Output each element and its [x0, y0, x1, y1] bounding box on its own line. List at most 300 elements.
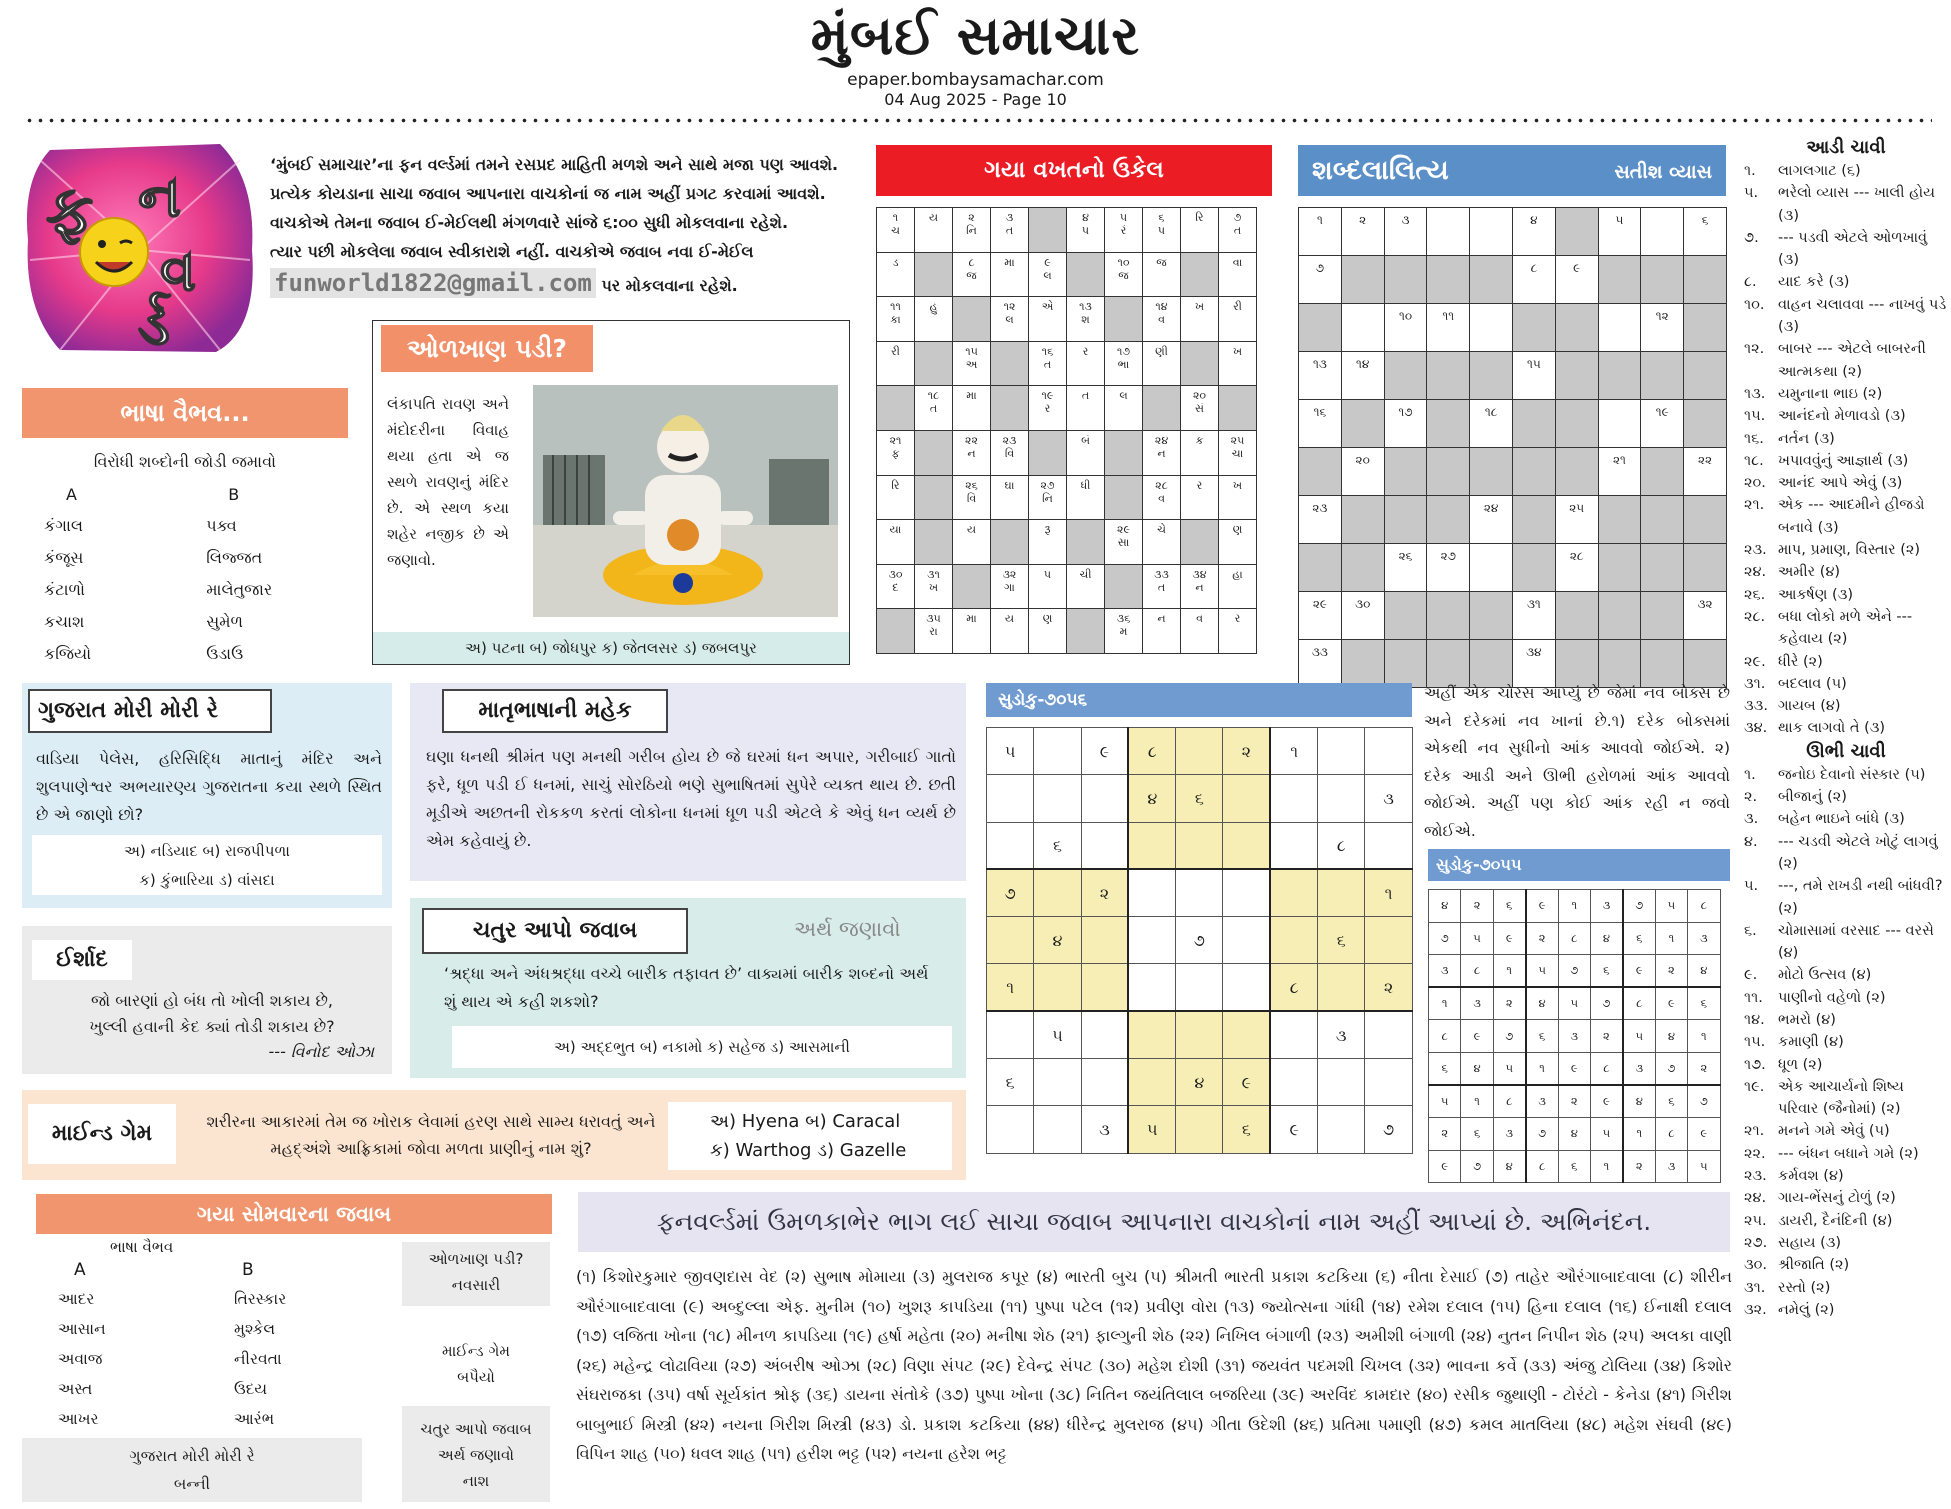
- solution-cell-number: ૪: [1082, 211, 1089, 224]
- sudoku-cell: ૭: [1365, 1106, 1412, 1153]
- sudoku2-cell: ૭: [1688, 1085, 1720, 1118]
- sudoku-cell[interactable]: [1318, 869, 1365, 916]
- crossword-cell[interactable]: ૭: [1299, 256, 1342, 304]
- solution-cell: [1029, 609, 1067, 654]
- clue-item: [1744, 875, 1948, 920]
- crossword-cell[interactable]: ૧૯: [1641, 400, 1684, 448]
- sudoku2-cell: ૬: [1526, 1020, 1558, 1053]
- solution-cell-number: ૧૫: [965, 344, 978, 358]
- sudoku-cell[interactable]: [1365, 1011, 1412, 1058]
- mind-game-box: [22, 1090, 966, 1180]
- sudoku-cell[interactable]: [1081, 775, 1128, 822]
- solution-cell-black: [1105, 430, 1143, 475]
- sudoku-cell[interactable]: [1176, 822, 1223, 869]
- sudoku2-cell: ૭: [1623, 890, 1655, 923]
- mind-game-options: [668, 1102, 952, 1170]
- sudoku-cell[interactable]: [987, 1011, 1034, 1058]
- crossword-cell-black: [1299, 304, 1342, 352]
- solution-cell: [1067, 208, 1105, 253]
- gujarat-title: ગુજરાત મોરી મોરી રે: [28, 689, 272, 733]
- solution-cell-letter: ભા: [1117, 357, 1130, 371]
- crossword-cell-black: [1684, 496, 1727, 544]
- solution-cell-letter: ચા: [1231, 446, 1244, 460]
- sudoku-cell[interactable]: [1318, 728, 1365, 775]
- crossword-cell-black: [1384, 352, 1427, 400]
- crossword-cell[interactable]: [1470, 304, 1513, 352]
- clue-text: ગાય-ભેંસનું ટોળું (૨): [1778, 1190, 1896, 1207]
- sudoku-cell[interactable]: [1270, 1011, 1317, 1058]
- sudoku-cell[interactable]: [1034, 869, 1081, 916]
- bhasha-table: [22, 478, 348, 670]
- sudoku-cell[interactable]: [1223, 822, 1270, 869]
- crossword-cell[interactable]: ૨૯: [1299, 592, 1342, 640]
- sudoku-cell[interactable]: [1034, 964, 1081, 1011]
- solution-cell: [1029, 252, 1067, 297]
- sudoku-grid: [986, 727, 1413, 1154]
- clue-number: ૨૦.: [1744, 475, 1766, 492]
- sudoku-cell[interactable]: [1318, 964, 1365, 1011]
- sudoku-cell[interactable]: [1081, 822, 1128, 869]
- solution-cell: [1143, 208, 1181, 253]
- sudoku-cell[interactable]: [1128, 964, 1175, 1011]
- bhasha-vaibhav: [22, 388, 348, 663]
- sudoku-cell[interactable]: [1128, 1011, 1175, 1058]
- crossword-cell-black: [1684, 304, 1727, 352]
- solution-cell-letter: અ: [965, 357, 978, 371]
- irshad-box: [22, 926, 392, 1074]
- crossword-cell-black: [1427, 592, 1470, 640]
- clue-number: ૧૭.: [1744, 1056, 1766, 1073]
- sudoku-cell[interactable]: [1034, 1106, 1081, 1153]
- crossword-cell[interactable]: ૧૫: [1512, 352, 1555, 400]
- solution-cell-letter: ન: [1157, 612, 1166, 626]
- sudoku-cell[interactable]: [1270, 869, 1317, 916]
- crossword-cell[interactable]: ૩૧: [1512, 592, 1555, 640]
- solution-cell: [915, 297, 953, 342]
- crossword-cell[interactable]: ૨૨: [1684, 448, 1727, 496]
- solution-cell-black: [915, 520, 953, 565]
- solution-cell: [991, 297, 1029, 342]
- clue-item: [1744, 920, 1948, 965]
- olakhan-question: લંકાપતિ રાવણ અને મંદોદરીના વિવાહ થયા હતા એ જ સ્થળે રાવણનું મંદિર છે. એ સ્થળ કયા શહેર નજીક છે એ જણાવો.: [387, 395, 509, 569]
- bhasha-col-b: B: [228, 484, 240, 504]
- sudoku2-cell: ૪: [1526, 987, 1558, 1020]
- ravan-temple-photo: [533, 385, 838, 617]
- crossword-cell[interactable]: ૩૩: [1299, 640, 1342, 688]
- crossword-cell-black: [1427, 496, 1470, 544]
- sudoku-cell[interactable]: [1270, 917, 1317, 964]
- solution-cell: [1143, 297, 1181, 342]
- sudoku2-cell: ૯: [1688, 1118, 1720, 1151]
- solution-cell-number: ૨૧: [889, 433, 902, 447]
- solution-cell: [953, 252, 991, 297]
- crossword-cell[interactable]: ૮: [1512, 256, 1555, 304]
- sudoku2-cell: ૩: [1590, 890, 1622, 923]
- sudoku2-cell: ૪: [1493, 1150, 1525, 1183]
- solution-cell-black: [1067, 252, 1105, 297]
- sudoku-cell[interactable]: [1128, 869, 1175, 916]
- sudoku-cell[interactable]: [1176, 964, 1223, 1011]
- sudoku-cell[interactable]: [1365, 728, 1412, 775]
- crossword-cell[interactable]: [1470, 208, 1513, 256]
- crossword-cell[interactable]: ૨૪: [1470, 496, 1513, 544]
- crossword-cell[interactable]: ૩૪: [1512, 640, 1555, 688]
- crossword-cell[interactable]: ૩૨: [1684, 592, 1727, 640]
- clue-item: [1744, 1031, 1948, 1053]
- funworld-logo: [20, 140, 260, 355]
- sudoku2-cell: ૬: [1461, 1118, 1493, 1151]
- solution-cell: [1219, 564, 1257, 609]
- crossword-cell[interactable]: ૧૬: [1299, 400, 1342, 448]
- sudoku-cell[interactable]: [1270, 775, 1317, 822]
- solution-cell-number: ૨૪: [1154, 433, 1169, 447]
- crossword-cell[interactable]: ૨૦: [1341, 448, 1384, 496]
- crossword-cell[interactable]: ૨૬: [1384, 544, 1427, 592]
- sudoku-cell[interactable]: [1034, 1059, 1081, 1106]
- sudoku-cell[interactable]: [1223, 869, 1270, 916]
- solution-cell: [1067, 386, 1105, 431]
- solution-cell: [1181, 430, 1219, 475]
- solution-cell-letter: ગા: [1004, 580, 1015, 594]
- sudoku2-cell: ૮: [1429, 1020, 1461, 1053]
- clue-text: સહાય (૩): [1778, 1234, 1842, 1251]
- sudoku2-cell: ૯: [1493, 922, 1525, 955]
- crossword-cell[interactable]: ૧૧: [1427, 304, 1470, 352]
- clue-item: [1744, 1299, 1948, 1321]
- crossword-cell[interactable]: ૧૨: [1641, 304, 1684, 352]
- solution-cell-letter: ખ: [1232, 478, 1243, 492]
- solution-cell-letter: ચે: [1157, 523, 1166, 537]
- crossword-cell-black: [1598, 352, 1641, 400]
- solution-cell-number: ૨૮: [1155, 478, 1168, 492]
- solution-cell: [877, 297, 915, 342]
- answer-gujarat-label: ગુજરાત મોરી મોરી રે: [129, 1447, 255, 1465]
- sudoku-cell[interactable]: [1034, 775, 1081, 822]
- solution-cell: [991, 609, 1029, 654]
- solution-cell-number: ૩: [1005, 211, 1014, 224]
- sudoku2-cell: ૫: [1558, 987, 1590, 1020]
- crossword-cell[interactable]: ૨: [1341, 208, 1384, 256]
- solution-cell-letter: ન: [967, 446, 976, 460]
- crossword-cell-black: [1555, 304, 1598, 352]
- clue-item: [1744, 987, 1948, 1009]
- clue-text: ધૂળ (૨): [1778, 1056, 1823, 1073]
- clue-text: આનંદનો મેળાવડો (૩): [1778, 408, 1906, 425]
- sudoku2-cell: ૮: [1558, 922, 1590, 955]
- sudoku2-cell: ૬: [1623, 922, 1655, 955]
- sudoku-cell[interactable]: [1365, 822, 1412, 869]
- solution-cell: [1105, 609, 1143, 654]
- sudoku-cell[interactable]: [1318, 1106, 1365, 1153]
- clue-number: ૨૭.: [1744, 1234, 1768, 1251]
- solution-cell-letter: ર: [1044, 402, 1051, 416]
- chatur-box: [410, 898, 966, 1078]
- solution-cell-letter: લ: [1043, 268, 1052, 282]
- crossword-cell[interactable]: ૨૮: [1555, 544, 1598, 592]
- answers-col-a: A: [74, 1260, 86, 1280]
- solution-cell: [877, 208, 915, 253]
- masthead-url[interactable]: epaper.bombaysamachar.com: [847, 70, 1104, 90]
- crossword-cell[interactable]: ૧૭: [1384, 400, 1427, 448]
- clue-item: [1744, 1254, 1948, 1276]
- clue-item: [1744, 808, 1948, 830]
- sudoku2-cell: ૪: [1655, 1020, 1687, 1053]
- sudoku2-cell: ૨: [1526, 922, 1558, 955]
- clue-item: [1744, 717, 1948, 739]
- crossword-cell[interactable]: ૬: [1684, 208, 1727, 256]
- clue-item: [1744, 831, 1948, 876]
- solution-cell-black: [1181, 341, 1219, 386]
- masthead-date: 04 Aug 2025 - Page 10: [884, 90, 1067, 109]
- sudoku-cell[interactable]: [1223, 964, 1270, 1011]
- crossword-cell-black: [1684, 352, 1727, 400]
- crossword-cell[interactable]: ૧૩: [1299, 352, 1342, 400]
- crossword-cell[interactable]: ૩: [1384, 208, 1427, 256]
- sudoku-cell[interactable]: [1270, 822, 1317, 869]
- clue-item: [1744, 1210, 1948, 1232]
- crossword-cell[interactable]: [1470, 544, 1513, 592]
- solution-cell-number: ૧: [892, 211, 899, 224]
- mind-game-question: શરીરના આકારમાં તેમ જ ખોરાક લેવામાં હરણ સાથે સામ્ય ધરાવતું અને મહદ્અંશે આફ્રિકામાં જોવા મળતા પ્રાણીનું નામ શું?: [206, 1112, 656, 1158]
- solution-cell-letter: ર: [1234, 612, 1241, 626]
- solution-cell-letter: રી: [891, 344, 900, 358]
- sudoku2-cell: ૧: [1655, 922, 1687, 955]
- sudoku2-cell: ૩: [1493, 1118, 1525, 1151]
- sudoku2-cell: ૬: [1590, 955, 1622, 988]
- sudoku2-cell: ૨: [1461, 890, 1493, 923]
- clue-item: [1744, 1076, 1948, 1121]
- sudoku-cell: ૮: [1318, 822, 1365, 869]
- crossword-cell-black: [1512, 448, 1555, 496]
- clue-number: ૨૧.: [1744, 497, 1765, 514]
- crossword-cell[interactable]: ૨૫: [1555, 496, 1598, 544]
- crossword-cell[interactable]: ૨૧: [1598, 448, 1641, 496]
- solution-cell-black: [915, 252, 953, 297]
- sudoku-cell[interactable]: [1128, 822, 1175, 869]
- solution-cell: [1219, 297, 1257, 342]
- crossword-cell-black: [1512, 304, 1555, 352]
- solution-cell: [1143, 341, 1181, 386]
- crossword-cell[interactable]: [1641, 208, 1684, 256]
- solution-cell-number: ૩૫: [926, 612, 941, 626]
- solution-cell: [1105, 386, 1143, 431]
- clue-item: [1744, 606, 1948, 651]
- crossword-cell[interactable]: ૧૦: [1384, 304, 1427, 352]
- sudoku2-cell: ૫: [1623, 1020, 1655, 1053]
- ans-b-3: નીરવતા: [234, 1349, 282, 1368]
- solution-cell: [1181, 475, 1219, 520]
- olakhan-box: [372, 320, 850, 665]
- solution-cell-letter: રી: [1233, 300, 1242, 314]
- sudoku-cell[interactable]: [1176, 869, 1223, 916]
- sudoku-cell[interactable]: [1176, 1011, 1223, 1058]
- crossword-cell[interactable]: ૨૭: [1427, 544, 1470, 592]
- sudoku2-cell: ૮: [1493, 1085, 1525, 1118]
- solution-cell-number: ૭: [1233, 211, 1242, 224]
- gujarat-box: [22, 683, 392, 908]
- crossword-cell[interactable]: [1598, 400, 1641, 448]
- solution-cell-black: [915, 341, 953, 386]
- solution-cell: [1067, 297, 1105, 342]
- crossword-cell[interactable]: ૧૮: [1470, 400, 1513, 448]
- solution-cell: [1143, 475, 1181, 520]
- bhasha-col-a: A: [66, 484, 77, 504]
- crossword-cell[interactable]: ૩૦: [1341, 592, 1384, 640]
- solution-cell-letter: ન: [1195, 580, 1204, 594]
- sudoku2-cell: ૩: [1429, 955, 1461, 988]
- clue-text: લાગલગાટ (૬): [1778, 163, 1861, 179]
- sudoku-cell: ૩: [1081, 1106, 1128, 1153]
- crossword-cell-black: [1299, 448, 1342, 496]
- solution-cell-letter: ત: [929, 402, 938, 416]
- sudoku2-cell: ૭: [1526, 1118, 1558, 1151]
- solution-cell-number: ૨૯: [1117, 523, 1130, 537]
- gujarat-options: [32, 835, 382, 895]
- crossword-cell-black: [1470, 448, 1513, 496]
- crossword-cell[interactable]: [1598, 304, 1641, 352]
- ans-b-2: મુશ્કેલ: [234, 1319, 276, 1338]
- clue-text: પાણીનો વહેળો (૨): [1778, 989, 1886, 1006]
- answer-olakhan: [402, 1242, 550, 1306]
- solution-grid: [876, 207, 1257, 654]
- answer-chatur-sub: અર્થ જણાવો: [437, 1446, 515, 1464]
- answers-subtitle: ભાષા વૈભવ: [110, 1238, 174, 1256]
- email-link[interactable]: funworld1822@gmail.com: [270, 268, 596, 298]
- sudoku-cell[interactable]: [1223, 775, 1270, 822]
- sudoku2-cell: ૭: [1558, 955, 1590, 988]
- solution-cell: [877, 564, 915, 609]
- clue-number: ૭.: [1744, 229, 1759, 246]
- sudoku-cell[interactable]: [1365, 917, 1412, 964]
- sudoku2-cell: ૨: [1558, 1085, 1590, 1118]
- crossword-cell[interactable]: ૧: [1299, 208, 1342, 256]
- solution-cell: [1143, 564, 1181, 609]
- solution-cell: [1143, 609, 1181, 654]
- sudoku-cell[interactable]: [1365, 1059, 1412, 1106]
- crossword-cell[interactable]: ૨૩: [1299, 496, 1342, 544]
- crossword-cell-black: [1384, 496, 1427, 544]
- clue-text: વાહન ચલાવવા --- નાખવું પડે (૩): [1778, 296, 1947, 336]
- sudoku-cell: ૧: [1270, 728, 1317, 775]
- dotted-divider: [24, 118, 1932, 123]
- ans-b-1: તિરસ્કાર: [234, 1289, 287, 1308]
- clue-text: બદલાવ (૫): [1778, 675, 1847, 692]
- sudoku-cell[interactable]: [1318, 1059, 1365, 1106]
- answers-col-b: B: [242, 1260, 254, 1280]
- solution-cell-letter: લ: [1119, 389, 1128, 403]
- solution-cell: [1105, 252, 1143, 297]
- sudoku-cell: ૩: [1365, 775, 1412, 822]
- sudoku-cell[interactable]: [1081, 964, 1128, 1011]
- sudoku-cell[interactable]: [1128, 1059, 1175, 1106]
- irshad-title: ઈર્શાદ: [32, 940, 132, 980]
- solution-cell-black: [1105, 297, 1143, 342]
- sudoku-cell[interactable]: [987, 775, 1034, 822]
- sudoku-cell[interactable]: [1223, 917, 1270, 964]
- solution-cell-letter: વ: [1158, 313, 1165, 327]
- clue-item: [1744, 1165, 1948, 1187]
- sudoku-cell[interactable]: [1270, 1059, 1317, 1106]
- sudoku-cell[interactable]: [987, 822, 1034, 869]
- sudoku-cell[interactable]: [987, 917, 1034, 964]
- crossword-cell[interactable]: ૯: [1555, 256, 1598, 304]
- sudoku-cell: ૬: [1176, 775, 1223, 822]
- sudoku-cell: ૯: [1081, 728, 1128, 775]
- solution-cell-letter: ત: [1081, 389, 1090, 403]
- clue-text: એક આચાર્યનો શિષ્ય પરિવાર (જૈનોમાં) (૨): [1778, 1078, 1904, 1118]
- clue-number: ૨૩.: [1744, 542, 1767, 559]
- solution-cell-number: ૧૭: [1116, 344, 1131, 358]
- sudoku2-cell: ૭: [1493, 1020, 1525, 1053]
- clue-item: [1744, 695, 1948, 717]
- sudoku2-cell: ૯: [1558, 1052, 1590, 1085]
- answers-title: ગયા સોમવારના જવાબ: [36, 1194, 552, 1234]
- sudoku2-cell: ૧: [1558, 890, 1590, 923]
- clue-number: ૬.: [1744, 922, 1757, 939]
- bhasha-a-2: કંજૂસ: [44, 548, 84, 567]
- sudoku-cell[interactable]: [1176, 728, 1223, 775]
- solution-cell: [953, 475, 991, 520]
- solution-cell-letter: ખ: [928, 580, 939, 594]
- sudoku2-cell: ૭: [1655, 1052, 1687, 1085]
- crossword-cell[interactable]: ૫: [1598, 208, 1641, 256]
- crossword-cell[interactable]: ૪: [1512, 208, 1555, 256]
- clue-number: ૨૪.: [1744, 1190, 1767, 1207]
- crossword-cell-black: [1512, 400, 1555, 448]
- solution-cell-number: ૮: [968, 255, 975, 269]
- crossword-cell[interactable]: ૧૪: [1341, 352, 1384, 400]
- gujarat-options-1: અ) નડિયાદ બ) રાજપીપળા: [124, 842, 290, 860]
- solution-cell: [1143, 430, 1181, 475]
- clue-item: [1744, 383, 1948, 405]
- svg-text:ફ: ફ: [46, 171, 94, 248]
- sudoku-cell[interactable]: [1034, 728, 1081, 775]
- sudoku-cell[interactable]: [1176, 1106, 1223, 1153]
- solution-cell-number: ૨: [968, 211, 975, 224]
- clue-text: ભરેલો વ્યાસ --- ખાલી હોય (૩): [1778, 185, 1935, 224]
- sudoku-cell: ૫: [987, 728, 1034, 775]
- crossword-cell-black: [1598, 544, 1641, 592]
- solution-cell-number: ૩૬: [1116, 612, 1131, 626]
- sudoku2-cell: ૩: [1526, 1085, 1558, 1118]
- clue-text: આનંદ આપે એવું (૩): [1778, 475, 1903, 492]
- clue-item: [1744, 494, 1948, 539]
- solution-cell-black: [1105, 564, 1143, 609]
- clue-number: ૧૨.: [1744, 341, 1765, 358]
- sudoku-cell[interactable]: [1318, 775, 1365, 822]
- sudoku-cell[interactable]: [1223, 1011, 1270, 1058]
- sudoku-cell[interactable]: [1128, 917, 1175, 964]
- clue-number: ૩૦.: [1744, 1257, 1767, 1274]
- intro-line-4: ત્યાર પછી મોકલેલા જવાબ સ્વીકારાશે નહીં. વાચકોએ જવાબ નવા ઈ-મેઈલ: [270, 242, 754, 261]
- down-list: [1744, 764, 1948, 1321]
- mind-game-options-2: ક) Warthog ડ) Gazelle: [710, 1140, 907, 1161]
- solution-cell-letter: મા: [966, 612, 977, 626]
- clue-item: [1744, 584, 1948, 606]
- sudoku-cell[interactable]: [987, 1106, 1034, 1153]
- crossword-cell[interactable]: [1341, 304, 1384, 352]
- clue-number: ૧૬.: [1744, 430, 1764, 447]
- solution-cell: [1067, 564, 1105, 609]
- sudoku-cell[interactable]: [1081, 1011, 1128, 1058]
- sudoku-cell[interactable]: [1081, 917, 1128, 964]
- solution-cell: [915, 609, 953, 654]
- crossword-cell-black: [1684, 544, 1727, 592]
- crossword-cell[interactable]: [1427, 208, 1470, 256]
- bhasha-a-5: કજિયો: [44, 644, 92, 663]
- sudoku-cell[interactable]: [1081, 1059, 1128, 1106]
- solution-cell-black: [1067, 520, 1105, 565]
